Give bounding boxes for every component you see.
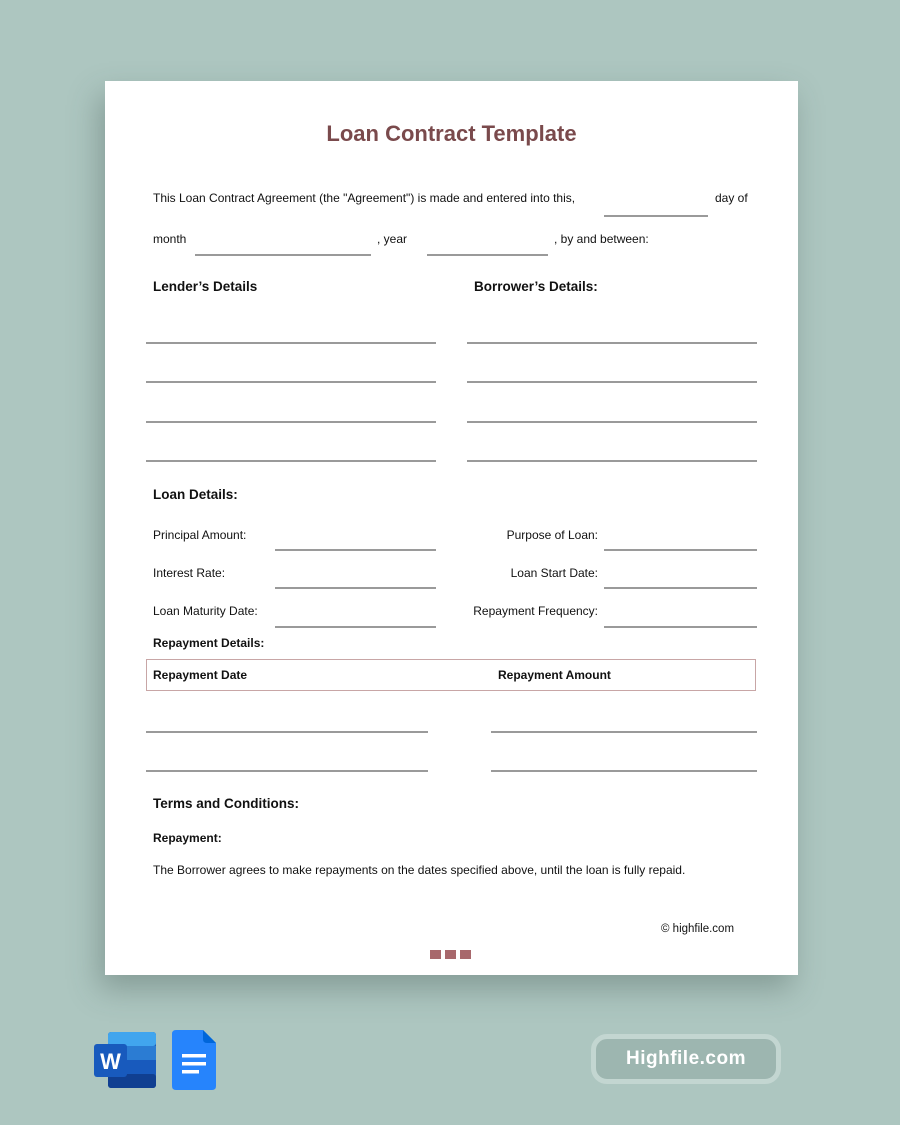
repayment-date-line-1[interactable] bbox=[146, 731, 428, 733]
svg-text:W: W bbox=[100, 1049, 121, 1074]
repayment-frequency-label: Repayment Frequency: bbox=[473, 604, 598, 618]
repayment-date-line-2[interactable] bbox=[146, 770, 428, 772]
column-repayment-amount: Repayment Amount bbox=[498, 668, 611, 682]
lender-line-1[interactable] bbox=[146, 342, 436, 344]
repayment-details-heading: Repayment Details: bbox=[153, 636, 265, 650]
borrower-line-1[interactable] bbox=[467, 342, 757, 344]
repayment-amount-line-1[interactable] bbox=[491, 731, 757, 733]
interest-rate-label: Interest Rate: bbox=[153, 566, 226, 580]
microsoft-word-icon bbox=[94, 1031, 156, 1089]
indicator-dot bbox=[460, 950, 471, 959]
borrower-heading: Borrower’s Details: bbox=[474, 279, 598, 294]
loan-start-date-label: Loan Start Date: bbox=[510, 566, 598, 580]
day-field[interactable] bbox=[604, 215, 708, 217]
year-label: , year bbox=[377, 232, 408, 246]
lender-line-2[interactable] bbox=[146, 381, 436, 383]
loan-start-date-field[interactable] bbox=[604, 587, 757, 589]
month-field[interactable] bbox=[195, 254, 371, 256]
loan-maturity-date-field[interactable] bbox=[275, 626, 436, 628]
day-of-label: day of bbox=[715, 191, 748, 205]
month-label: month bbox=[153, 232, 187, 246]
indicator-dot bbox=[445, 950, 456, 959]
page-indicator bbox=[430, 950, 471, 959]
loan-maturity-date-label: Loan Maturity Date: bbox=[153, 604, 258, 618]
purpose-of-loan-label: Purpose of Loan: bbox=[506, 528, 598, 542]
copyright-text: © highfile.com bbox=[661, 923, 735, 935]
repayment-subheading: Repayment: bbox=[153, 831, 222, 845]
google-docs-icon bbox=[172, 1030, 216, 1090]
purpose-of-loan-field[interactable] bbox=[604, 549, 757, 551]
principal-amount-field[interactable] bbox=[275, 549, 436, 551]
lender-line-3[interactable] bbox=[146, 421, 436, 423]
year-field[interactable] bbox=[427, 254, 548, 256]
repayment-table-header bbox=[146, 659, 756, 691]
interest-rate-field[interactable] bbox=[275, 587, 436, 589]
repayment-terms-text: The Borrower agrees to make repayments on the dates specified above, until the loan is fully repaid. bbox=[153, 863, 686, 877]
indicator-dot bbox=[430, 950, 441, 959]
lender-heading: Lender’s Details bbox=[153, 279, 258, 294]
borrower-line-2[interactable] bbox=[467, 381, 757, 383]
document-page bbox=[105, 81, 798, 975]
loan-details-heading: Loan Details: bbox=[153, 487, 238, 502]
borrower-line-4[interactable] bbox=[467, 460, 757, 462]
repayment-frequency-field[interactable] bbox=[604, 626, 757, 628]
document-title: Loan Contract Template bbox=[326, 121, 577, 146]
intro-text: This Loan Contract Agreement (the "Agreement") is made and entered into this, bbox=[153, 191, 576, 205]
between-label: , by and between: bbox=[554, 232, 649, 246]
lender-line-4[interactable] bbox=[146, 460, 436, 462]
repayment-amount-line-2[interactable] bbox=[491, 770, 757, 772]
column-repayment-date: Repayment Date bbox=[153, 668, 248, 682]
borrower-line-3[interactable] bbox=[467, 421, 757, 423]
terms-heading: Terms and Conditions: bbox=[153, 796, 300, 811]
highfile-brand-button[interactable]: Highfile.com bbox=[591, 1034, 781, 1084]
principal-amount-label: Principal Amount: bbox=[153, 528, 247, 542]
